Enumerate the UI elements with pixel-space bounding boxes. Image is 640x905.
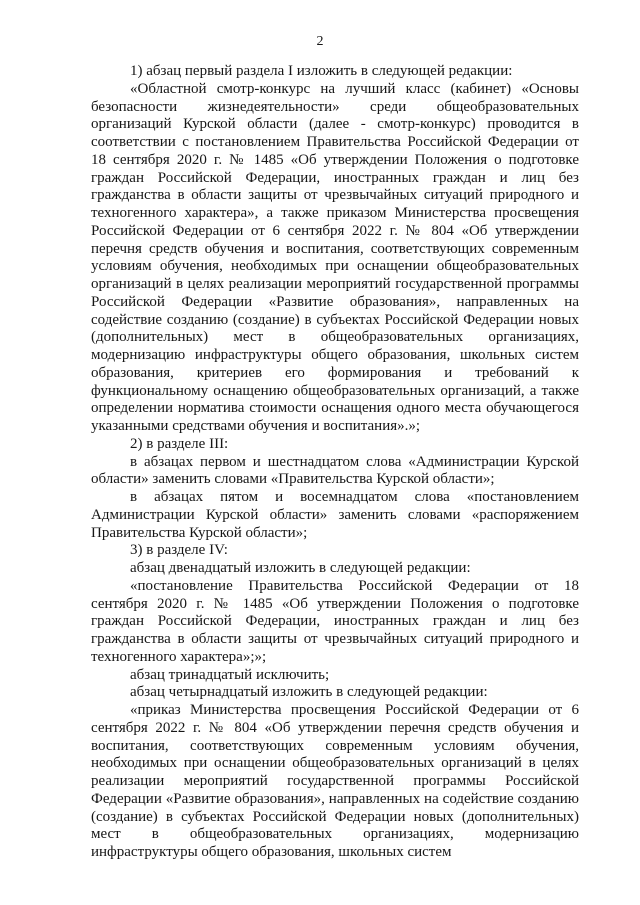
document-body xyxy=(91,63,579,862)
paragraph-fourteenth-heading: абзац четырнадцатый изложить в следующей редакции: xyxy=(130,684,488,701)
page-number: 2 xyxy=(316,34,324,49)
paragraph-amendment-3-heading: 3) в разделе IV: xyxy=(130,542,228,559)
paragraph-twelfth-heading: абзац двенадцатый изложить в следующей редакции: xyxy=(130,560,471,576)
paragraph-ministry-order: «приказ Министерства просвещения Российской Федерации от 6 сентября 2022 г. № 804 «Об утверждении перечня средств обучения и воспитания, соответствующих современным условиям обучения, необходимых при оснащении общеобразовательных организаций в целях реализации мероприятий государственной программы Российской Федерации «Развитие образования», направленных на содействие созданию (создание) в субъектах Российской Федерации новых (дополнительных) мест в общеобразовательных организациях, модернизацию инфраструктуры общего образования, школьных систем xyxy=(91,702,579,860)
paragraph-thirteenth-excluded: абзац тринадцатый исключить; xyxy=(130,666,330,683)
paragraph-amendment-1-heading: 1) абзац первый раздела I изложить в следующей редакции: xyxy=(130,63,513,79)
paragraph-contest-description: «Областной смотр-конкурс на лучший класс (кабинет) «Основы безопасности жизнедеятельности» среди общеобразовательных организаций Курской области (далее - смотр-конкурс) проводится в соответствии с постановлением Правительства Российской Федерации от 18 сентября 2020 г. № 1485 «Об утверждении Положения о подготовке граждан Российской Федерации, иностранных граждан и лиц без гражданства в области защиты от чрезвычайных ситуаций природного и техногенного характера», а также приказом Министерства просвещения Российской Федерации от 6 сентября 2022 г. № 804 «Об утверждении перечня средств обучения и воспитания, соответствующих современным условиям обучения, необходимых при оснащении общеобразовательных организаций в целях реализации мероприятий государственной программы Российской Федерации «Развитие образования», направленных на содействие созданию (создание) в субъектах Российской Федерации новых (дополнительных) мест в общеобразовательных организациях, модернизацию инфраструктуры общего образования, школьных систем образования, критериев его формирования и требований к функциональному оснащению общеобразовательных организаций, а также определении норматива стоимости оснащения одного места обучающегося указанными средствами обучения и воспитания».»; xyxy=(91,80,579,434)
paragraph-amendment-2-heading: 2) в разделе III: xyxy=(130,435,229,452)
paragraph-government-resolution: «постановление Правительства Российской Федерации от 18 сентября 2020 г. № 1485 «Об утверждении Положения о подготовке граждан Российской Федерации, иностранных граждан и лиц без гражданства в области защиты от чрезвычайных ситуаций природного и техногенного характера»;»; xyxy=(91,577,579,665)
paragraph-replace-administration: в абзацах первом и шестнадцатом слова «Администрации Курской области» заменить словами «Правительства Курской области»; xyxy=(91,453,579,488)
paragraph-replace-resolution: в абзацах пятом и восемнадцатом слова «постановлением Администрации Курской области» заменить словами «распоряжением Правительства Курской области»; xyxy=(91,489,579,541)
